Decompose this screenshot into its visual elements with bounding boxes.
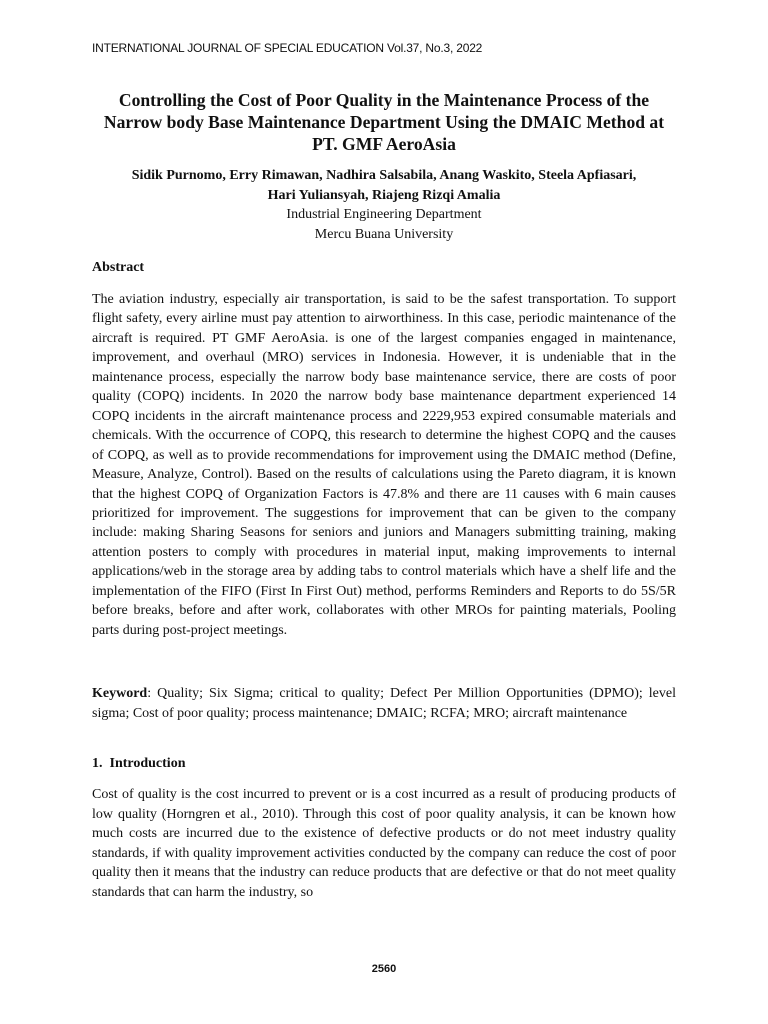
paper-title: Controlling the Cost of Poor Quality in the Maintenance Process of the Narrow body Base Maintenance Department Using the DMAIC Method at PT. GMF AeroAsia — [103, 90, 665, 154]
author-list — [90, 166, 678, 206]
authors-line-1: Sidik Purnomo, Erry Rimawan, Nadhira Salsabila, Anang Waskito, Steela Apfiasari, — [131, 168, 637, 183]
authors-line-2: Hari Yuliansyah, Riajeng Rizqi Amalia — [267, 188, 501, 203]
introduction-text: Cost of quality is the cost incurred to prevent or is a cost incurred as a result of producing products of low quality (Horngren et al., 2010). Through this cost of poor quality analysis, it can be known how much costs are incurred due to the existence of defective products or do not meet industry quality standards, if with quality improvement activities conducted by the company can reduce the cost of poor quality then it means that the industry can reduce products that are defective or that do not meet quality standards that can harm the industry, so — [92, 787, 676, 900]
keywords-text: : Quality; Six Sigma; critical to quality; Defect Per Million Opportunities (DPMO); level sigma; Cost of poor quality; process maintenance; DMAIC; RCFA; MRO; aircraft maintenance — [92, 686, 676, 721]
introduction-heading: 1. Introduction — [92, 756, 186, 771]
page-number: 2560 — [371, 963, 397, 975]
university: Mercu Buana University — [314, 226, 454, 242]
department: Industrial Engineering Department — [286, 207, 482, 222]
abstract-heading: Abstract — [92, 260, 145, 275]
journal-header: INTERNATIONAL JOURNAL OF SPECIAL EDUCATION Vol.37, No.3, 2022 — [92, 41, 483, 55]
keywords-label: Keyword — [92, 686, 148, 701]
abstract-text: The aviation industry, especially air transportation, is said to be the safest transportation. To support flight safety, every airline must pay attention to airworthiness. In this case, periodic maintenance of the aircraft is required. PT GMF AeroAsia. is one of the largest companies engaged in maintenance, improvement, and overhaul (MRO) services in Indonesia. However, it is undeniable that in the maintenance process, especially the narrow body base maintenance service, there are costs of poor quality (COPQ) incidents. In 2020 the narrow body base maintenance department experienced 14 COPQ incidents in the aircraft maintenance process and 2229,953 expired consumable materials and chemicals. With the occurrence of COPQ, this research to determine the highest COPQ and the causes of COPQ, as well as to provide recommendations for improvement using the DMAIC method (Define, Measure, Analyze, Control). Based on the results of calculations using the Pareto diagram, it is known that the highest COPQ of Organization Factors is 47.8% and there are 11 causes with 6 main causes prioritized for improvement. The suggestions for improvement that can be given to the company include: making Sharing Seasons for seniors and juniors and Managers submitting training, making attention posters to comply with procedures in material input, making improvements to internal applications/web in the storage area by adding tabs to control materials which have a shelf life and the implementation of the FIFO (First In First Out) method, performs Reminders and Reports to do 5S/5R before breaks, before and after work, collaborates with other MROs for painting materials, Pooling parts during post-project meetings. — [92, 292, 676, 638]
keywords-paragraph — [92, 684, 676, 723]
affiliation — [90, 205, 678, 244]
